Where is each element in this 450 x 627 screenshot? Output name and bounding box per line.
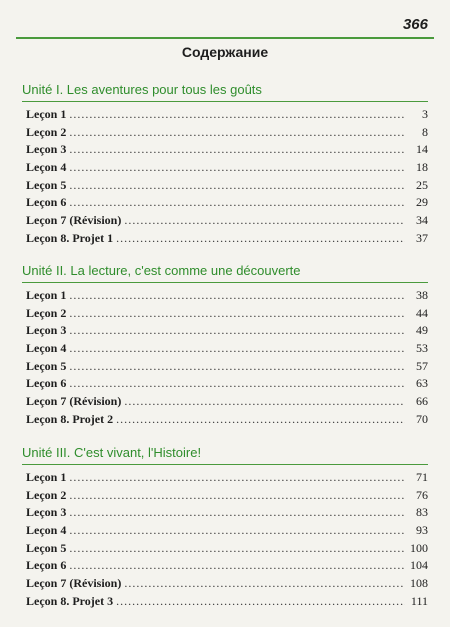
lesson-title: Leçon 3 [26,505,67,520]
lesson-title: Leçon 5 [26,358,67,373]
unit-1-heading: Unité I. Les aventures pour tous les goûts [22,82,428,102]
lesson-title: Leçon 7 (Révision) [26,576,122,591]
lesson-page-number: 76 [416,487,428,502]
dot-leader [69,505,405,520]
lesson-title: Leçon 2 [26,487,67,502]
toc-entry [26,231,428,249]
toc-entry [26,488,428,506]
lesson-title: Leçon 5 [26,540,67,555]
lesson-title: Leçon 3 [26,142,67,157]
lesson-page-number: 3 [422,107,428,121]
dot-leader [69,160,405,175]
lesson-page-number: 111 [410,593,428,608]
unit-1-lessons [26,107,428,249]
lesson-page-number: 8 [422,124,428,139]
toc-entry [26,412,428,430]
lesson-title: Leçon 7 (Révision) [26,213,122,228]
lesson-title: Leçon 2 [26,305,67,320]
unit-3-lessons [26,470,428,612]
lesson-page-number: 44 [416,305,428,320]
toc-entry [26,142,428,160]
dot-leader [69,178,405,193]
lesson-title: Leçon 1 [26,107,67,121]
lesson-title: Leçon 4 [26,523,67,538]
toc-entry [26,125,428,143]
toc-entry [26,195,428,213]
lesson-title: Leçon 8. Projet 1 [26,230,114,245]
lesson-title: Leçon 4 [26,341,67,356]
lesson-title: Leçon 1 [26,288,67,302]
toc-entry [26,541,428,559]
lesson-title: Leçon 6 [26,558,67,573]
dot-leader [124,394,405,409]
lesson-title: Leçon 5 [26,177,67,192]
lesson-title: Leçon 6 [26,195,67,210]
toc-entry [26,107,428,125]
dot-leader [116,412,405,427]
toc-entry [26,376,428,394]
dot-leader [69,488,405,503]
page-number: 366 [402,16,428,33]
toc-entry [26,341,428,359]
lesson-title: Leçon 8. Projet 2 [26,411,114,426]
lesson-page-number: 25 [416,177,428,192]
lesson-page-number: 34 [416,213,428,228]
toc-entry [26,470,428,488]
lesson-page-number: 100 [410,540,428,555]
toc-entry [26,394,428,412]
toc-entry [26,160,428,178]
dot-leader [69,470,405,485]
lesson-page-number: 66 [416,394,428,409]
dot-leader [69,558,405,573]
unit-2-heading: Unité II. La lecture, c'est comme une découverte [22,263,428,283]
dot-leader [69,125,405,140]
lesson-title: Leçon 7 (Révision) [26,394,122,409]
dot-leader [69,541,405,556]
toc-title: Содержание [181,44,269,60]
lesson-page-number: 53 [416,341,428,356]
lesson-title: Leçon 6 [26,376,67,391]
lesson-page-number: 93 [416,523,428,538]
dot-leader [69,288,405,303]
lesson-title: Leçon 8. Projet 3 [26,593,114,608]
header-rule [16,37,434,39]
dot-leader [116,594,405,609]
lesson-page-number: 104 [410,558,428,573]
lesson-page-number: 108 [410,576,428,591]
lesson-page-number: 37 [416,230,428,245]
toc-entry [26,576,428,594]
lesson-page-number: 70 [416,411,428,426]
toc-entry [26,505,428,523]
lesson-page-number: 83 [416,505,428,520]
toc-entry [26,213,428,231]
toc-entry [26,288,428,306]
toc-entry [26,359,428,377]
unit-2-lessons [26,288,428,430]
toc-entry [26,558,428,576]
toc-entry [26,178,428,196]
lesson-page-number: 29 [416,195,428,210]
toc-entry [26,323,428,341]
lesson-title: Leçon 2 [26,124,67,139]
lesson-page-number: 71 [416,470,428,484]
lesson-title: Leçon 1 [26,470,67,484]
toc-entry [26,306,428,324]
lesson-page-number: 18 [416,160,428,175]
dot-leader [69,523,405,538]
dot-leader [69,306,405,321]
lesson-page-number: 14 [416,142,428,157]
lesson-page-number: 38 [416,288,428,302]
toc-entry [26,523,428,541]
lesson-page-number: 57 [416,358,428,373]
lesson-title: Leçon 3 [26,323,67,338]
dot-leader [124,576,405,591]
dot-leader [69,195,405,210]
unit-3-heading: Unité III. C'est vivant, l'Histoire! [22,445,428,465]
dot-leader [116,231,405,246]
dot-leader [69,359,405,374]
toc-entry [26,594,428,612]
lesson-page-number: 63 [416,376,428,391]
dot-leader [69,107,405,122]
dot-leader [69,323,405,338]
dot-leader [69,341,405,356]
dot-leader [69,376,405,391]
lesson-page-number: 49 [416,323,428,338]
lesson-title: Leçon 4 [26,160,67,175]
dot-leader [69,142,405,157]
dot-leader [124,213,405,228]
